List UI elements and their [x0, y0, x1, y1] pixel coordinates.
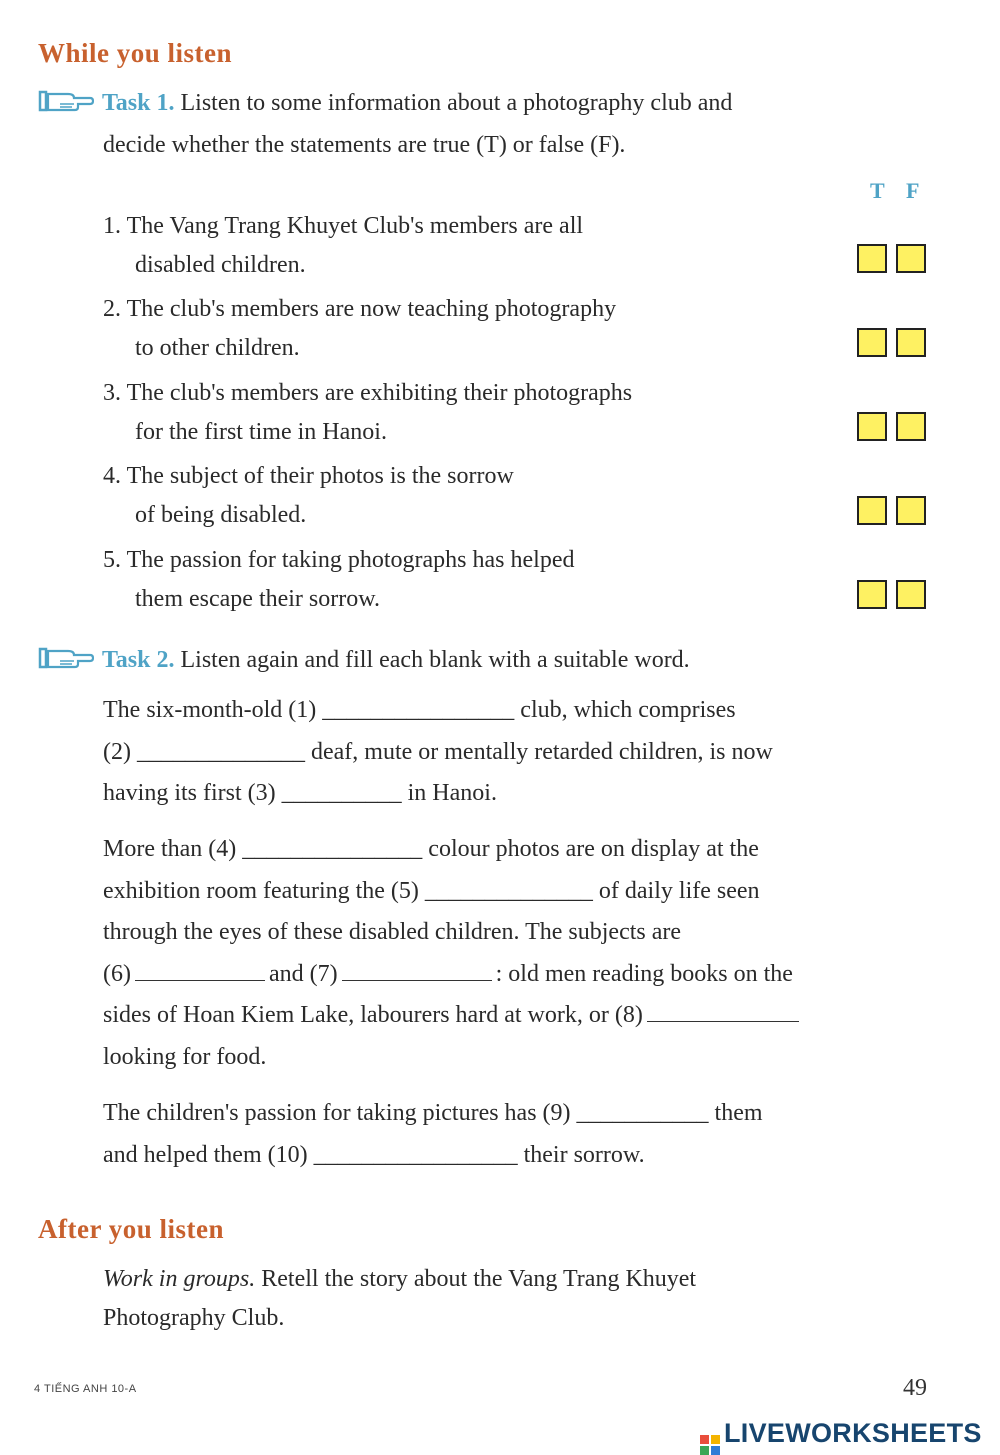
p1-line-3: having its first (3) __________ in Hanoi.	[103, 780, 497, 806]
p3-line-2: and helped them (10) _________________ their sorrow.	[103, 1141, 645, 1168]
task1-instruction-line2: decide whether the statements are true (T) or false (F).	[103, 132, 626, 158]
statement-2-line1: 2. The club's members are now teaching photography	[103, 296, 617, 322]
pointing-hand-icon	[38, 644, 94, 670]
answer-box-4-true[interactable]	[857, 496, 887, 525]
statement-3-line1: 3. The club's members are exhibiting their photographs	[103, 380, 633, 406]
p1-line-1: The six-month-old (1) ________________ club, which comprises	[103, 697, 736, 723]
statement-2	[103, 290, 783, 368]
section-heading-after-listen: After you listen	[38, 1214, 224, 1244]
answer-box-3-true[interactable]	[857, 412, 887, 441]
answer-box-3-false[interactable]	[896, 412, 926, 441]
blank-7-label: and (7)	[268, 960, 338, 987]
statement-5-line1: 5. The passion for taking photographs has helped	[103, 547, 575, 573]
statement-2-line2: to other children.	[135, 335, 300, 361]
liveworksheets-grid-icon	[700, 1435, 720, 1455]
answer-box-1-true[interactable]	[857, 244, 887, 273]
p2-line-4	[103, 954, 933, 996]
task1-instruction	[38, 83, 938, 123]
blank-7[interactable]	[342, 960, 492, 981]
answer-box-5-true[interactable]	[857, 580, 887, 609]
p2-line-4-rest: : old men reading books on the	[495, 960, 793, 987]
statement-4-line1: 4. The subject of their photos is the sorrow	[103, 463, 514, 489]
statement-1	[103, 207, 783, 285]
blank-6-label: (6)	[103, 960, 131, 987]
liveworksheets-logo	[700, 1418, 982, 1455]
task2-instruction-text: Listen again and fill each blank with a suitable word.	[180, 647, 690, 673]
blank-8-label: sides of Hoan Kiem Lake, labourers hard at work, or (8)	[103, 1002, 643, 1028]
answer-box-2-true[interactable]	[857, 328, 887, 357]
after-listen-text-2: Photography Club.	[103, 1304, 285, 1331]
blank-8[interactable]	[647, 1001, 799, 1022]
answer-box-2-false[interactable]	[896, 328, 926, 357]
brand-text: LIVEWORKSHEETS	[724, 1418, 982, 1448]
statement-1-line2: disabled children.	[135, 252, 306, 278]
p2-line-5	[103, 995, 933, 1037]
task2-paragraph-3	[103, 1093, 933, 1176]
statement-1-line1: 1. The Vang Trang Khuyet Club's members are all	[103, 213, 584, 239]
after-listen-text-1: Retell the story about the Vang Trang Khuyet	[261, 1266, 697, 1292]
p1-line-2: (2) ______________ deaf, mute or mentally retarded children, is now	[103, 738, 773, 765]
statement-3-line2: for the first time in Hanoi.	[135, 419, 387, 445]
task1-label: Task 1.	[102, 90, 175, 116]
section-heading-while-listen: While you listen	[38, 38, 233, 68]
true-column-header: T	[870, 178, 885, 203]
blank-6[interactable]	[135, 960, 265, 981]
statement-4	[103, 457, 783, 535]
pointing-hand-icon	[38, 87, 94, 113]
p3-line-1: The children's passion for taking pictures has (9) ___________ them	[103, 1100, 763, 1126]
p2-line-3: through the eyes of these disabled children. The subjects are	[103, 919, 682, 945]
statement-5-line2: them escape their sorrow.	[135, 586, 381, 612]
after-listen-italic: Work in groups.	[103, 1266, 256, 1292]
footer-book-label: 4 TIẾNG ANH 10-A	[34, 1383, 137, 1395]
answer-box-5-false[interactable]	[896, 580, 926, 609]
task2-paragraph-1	[103, 690, 933, 815]
answer-box-1-false[interactable]	[896, 244, 926, 273]
task2-instruction	[38, 640, 938, 680]
page-number: 49	[903, 1375, 927, 1401]
task2-paragraph-2	[103, 829, 933, 1078]
after-listen-instruction	[103, 1259, 933, 1335]
task2-label: Task 2.	[102, 647, 175, 673]
statement-5	[103, 541, 783, 619]
statement-4-line2: of being disabled.	[135, 502, 307, 528]
p2-line-1: More than (4) _______________ colour photos are on display at the	[103, 836, 759, 862]
p2-line-2: exhibition room featuring the (5) ______________ of daily life seen	[103, 877, 760, 904]
statement-3	[103, 374, 783, 452]
task1-instruction-line1: Listen to some information about a photography club and	[180, 90, 733, 116]
after-listen-line-1	[103, 1259, 933, 1301]
p2-line-6: looking for food.	[103, 1043, 267, 1070]
false-column-header: F	[906, 178, 920, 203]
answer-box-4-false[interactable]	[896, 496, 926, 525]
